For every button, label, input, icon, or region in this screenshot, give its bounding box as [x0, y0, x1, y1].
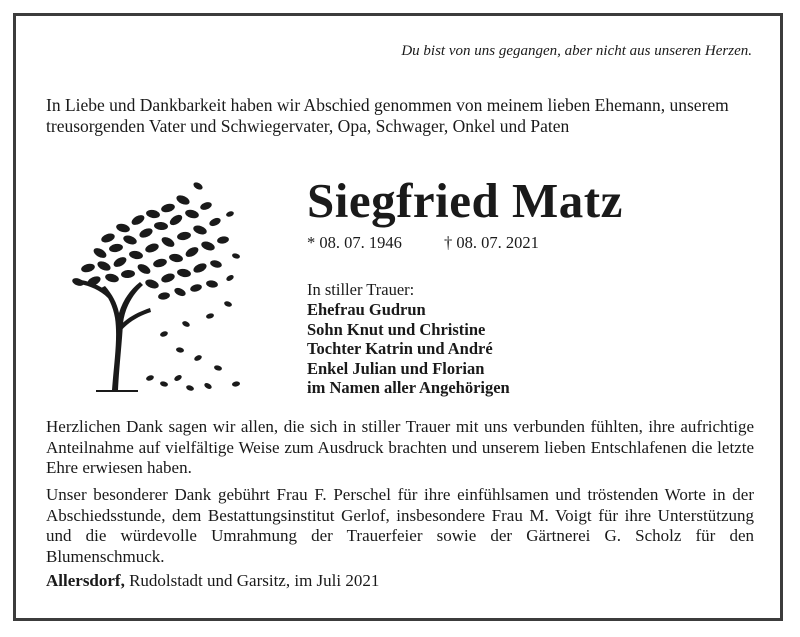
- closing-place: Allersdorf,: [46, 571, 125, 590]
- life-dates: [307, 233, 539, 253]
- closing-line: [46, 571, 379, 591]
- deceased-name: Siegfried Matz: [307, 173, 623, 228]
- intro-text: In Liebe und Dankbarkeit haben wir Abschied genommen von meinem lieben Ehemann, unserem treusorgenden Vater und Schwiegervater, Opa, Schwager, Onkel und Paten: [46, 95, 729, 136]
- closing-rest: Rudolstadt und Garsitz, im Juli 2021: [124, 571, 380, 590]
- motto: Du bist von uns gegangen, aber nicht aus unseren Herzen.: [401, 43, 752, 59]
- thanks-paragraph-1: Herzlichen Dank sagen wir allen, die sich in stiller Trauer mit uns verbunden fühlten, ihre aufrichtige Anteilnahme auf vielfältige Weise zum Ausdruck brachten und unserem lieben Entschlafenen die letzte Ehre erwiesen haben.: [46, 417, 754, 477]
- birth-date: * 08. 07. 1946: [307, 233, 402, 252]
- windblown-tree-icon: [68, 178, 248, 398]
- death-date: † 08. 07. 2021: [444, 233, 539, 252]
- mourner-line: Tochter Katrin und André: [307, 339, 493, 358]
- mourner-line: Sohn Knut und Christine: [307, 319, 486, 339]
- mourner-line: Ehefrau Gudrun: [307, 300, 426, 319]
- mourners-list: [307, 300, 510, 398]
- mourner-line: Enkel Julian und Florian: [307, 358, 485, 378]
- thanks-paragraph-2: Unser besonderer Dank gebührt Frau F. Perschel für ihre einfühlsamen und tröstenden Worte in der Abschiedsstunde, dem Bestattungsinstitut Gerlof, insbesondere Frau M. Voigt für ihre Unterstützung und die würdevolle Umrahmung der Trauerfeier sowie der Gärtnerei G. Scholz für den Blumenschmuck.: [46, 485, 754, 566]
- mourner-line: im Namen aller Angehörigen: [307, 378, 510, 397]
- mourning-label: In stiller Trauer:: [307, 280, 415, 299]
